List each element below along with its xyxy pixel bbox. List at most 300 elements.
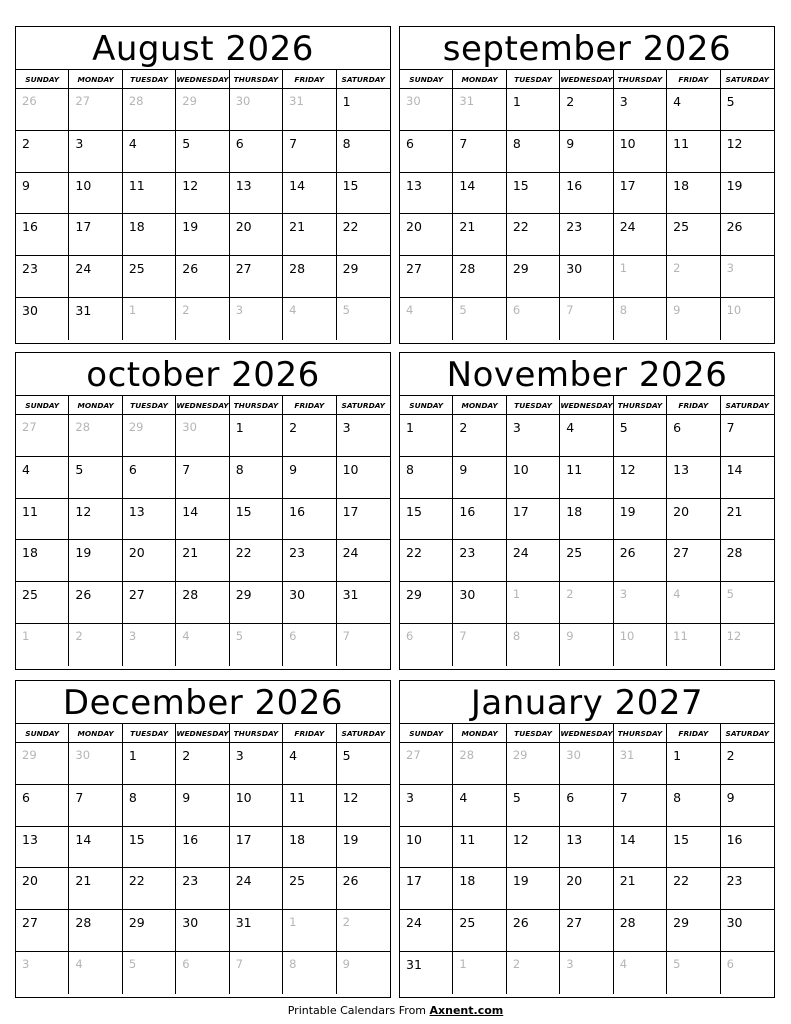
month-calendar-december xyxy=(15,680,391,998)
day-cell: 30 xyxy=(16,298,69,340)
day-cell-adjacent-month: 10 xyxy=(614,624,667,666)
day-cell: 27 xyxy=(230,256,283,298)
day-cell: 14 xyxy=(614,827,667,869)
weekday-label: FRIDAY xyxy=(283,724,336,742)
day-cell-adjacent-month: 5 xyxy=(230,624,283,666)
day-cell: 24 xyxy=(400,910,453,952)
day-grid xyxy=(16,415,390,666)
day-cell-adjacent-month: 5 xyxy=(123,952,176,994)
weekday-label: WEDNESDAY xyxy=(560,396,613,414)
weekday-label: TUESDAY xyxy=(507,396,560,414)
day-cell-adjacent-month: 6 xyxy=(507,298,560,340)
day-cell: 11 xyxy=(453,827,506,869)
day-cell: 16 xyxy=(721,827,774,869)
month-calendar-october xyxy=(15,352,391,670)
day-cell-adjacent-month: 27 xyxy=(69,89,122,131)
day-cell-adjacent-month: 6 xyxy=(400,624,453,666)
day-cell: 29 xyxy=(123,910,176,952)
weekday-label: MONDAY xyxy=(69,70,122,88)
weekday-label: MONDAY xyxy=(453,724,506,742)
day-cell: 20 xyxy=(16,868,69,910)
day-cell: 30 xyxy=(721,910,774,952)
day-grid xyxy=(400,89,774,340)
day-cell: 10 xyxy=(614,131,667,173)
day-cell-adjacent-month: 2 xyxy=(337,910,390,952)
day-cell: 26 xyxy=(69,582,122,624)
day-cell: 27 xyxy=(123,582,176,624)
day-cell: 23 xyxy=(176,868,229,910)
month-title: January 2027 xyxy=(400,681,774,724)
day-cell: 1 xyxy=(123,743,176,785)
day-cell: 5 xyxy=(337,743,390,785)
weekday-label: THURSDAY xyxy=(230,724,283,742)
day-cell: 8 xyxy=(400,457,453,499)
day-cell: 18 xyxy=(667,173,720,215)
day-cell: 9 xyxy=(283,457,336,499)
weekday-header-row xyxy=(16,70,390,89)
day-cell: 4 xyxy=(453,785,506,827)
footer-brand-link[interactable]: Axnent.com xyxy=(429,1004,504,1017)
day-cell-adjacent-month: 1 xyxy=(614,256,667,298)
day-cell-adjacent-month: 29 xyxy=(176,89,229,131)
day-cell: 15 xyxy=(400,499,453,541)
weekday-label: SUNDAY xyxy=(16,396,69,414)
day-cell: 15 xyxy=(337,173,390,215)
day-cell-adjacent-month: 12 xyxy=(726,629,742,644)
day-cell: 12 xyxy=(614,457,667,499)
day-cell: 5 xyxy=(176,131,229,173)
day-cell: 9 xyxy=(560,131,613,173)
weekday-label: FRIDAY xyxy=(283,396,336,414)
day-cell-adjacent-month: 2 xyxy=(69,624,122,666)
weekday-label: FRIDAY xyxy=(667,396,720,414)
day-grid xyxy=(400,743,774,994)
day-cell: 31 xyxy=(230,910,283,952)
day-cell: 26 xyxy=(176,256,229,298)
day-cell: 25 xyxy=(453,910,506,952)
day-cell: 11 xyxy=(16,499,69,541)
day-cell: 13 xyxy=(667,457,720,499)
day-cell: 9 xyxy=(721,785,774,827)
day-cell: 4 xyxy=(283,743,336,785)
day-cell: 28 xyxy=(614,910,667,952)
day-cell: 30 xyxy=(560,256,613,298)
day-cell: 25 xyxy=(560,540,613,582)
day-cell: 17 xyxy=(337,499,390,541)
day-cell-adjacent-month: 1 xyxy=(507,582,560,624)
day-cell: 9 xyxy=(16,173,69,215)
day-cell: 21 xyxy=(721,499,774,541)
weekday-label: THURSDAY xyxy=(614,70,667,88)
day-cell-adjacent-month: 8 xyxy=(507,624,560,666)
day-cell-adjacent-month: 5 xyxy=(342,303,350,318)
day-cell: 6 xyxy=(560,785,613,827)
weekday-label: SUNDAY xyxy=(16,70,69,88)
day-cell: 3 xyxy=(69,131,122,173)
weekday-label: FRIDAY xyxy=(667,70,720,88)
day-cell: 4 xyxy=(16,457,69,499)
day-cell-adjacent-month: 10 xyxy=(726,303,742,318)
day-cell: 21 xyxy=(176,540,229,582)
day-cell-adjacent-month: 6 xyxy=(726,957,734,972)
weekday-label: THURSDAY xyxy=(230,70,283,88)
day-cell-adjacent-month: 28 xyxy=(123,89,176,131)
day-cell: 20 xyxy=(230,214,283,256)
day-cell: 11 xyxy=(667,131,720,173)
weekday-header-row xyxy=(400,396,774,415)
day-cell-adjacent-month: 27 xyxy=(400,743,453,785)
day-cell: 6 xyxy=(667,415,720,457)
day-cell-adjacent-month: 7 xyxy=(560,298,613,340)
day-cell: 19 xyxy=(337,827,390,869)
weekday-label: SATURDAY xyxy=(725,74,769,84)
day-cell-adjacent-month: 7 xyxy=(453,624,506,666)
weekday-label: FRIDAY xyxy=(283,70,336,88)
day-cell: 20 xyxy=(560,868,613,910)
day-cell: 29 xyxy=(337,256,390,298)
day-cell-adjacent-month: 31 xyxy=(283,89,336,131)
day-cell: 16 xyxy=(560,173,613,215)
day-cell: 17 xyxy=(69,214,122,256)
day-cell-adjacent-month: 5 xyxy=(453,298,506,340)
day-cell-adjacent-month: 30 xyxy=(400,89,453,131)
day-cell: 26 xyxy=(614,540,667,582)
day-cell: 6 xyxy=(16,785,69,827)
day-cell: 5 xyxy=(507,785,560,827)
day-cell: 15 xyxy=(667,827,720,869)
day-cell: 3 xyxy=(507,415,560,457)
weekday-label: WEDNESDAY xyxy=(176,70,229,88)
day-cell: 7 xyxy=(176,457,229,499)
day-cell-adjacent-month: 4 xyxy=(176,624,229,666)
day-cell: 14 xyxy=(69,827,122,869)
day-cell: 6 xyxy=(400,131,453,173)
day-cell: 18 xyxy=(16,540,69,582)
weekday-header-row xyxy=(400,70,774,89)
day-cell: 10 xyxy=(230,785,283,827)
day-cell-adjacent-month: 29 xyxy=(123,415,176,457)
weekday-label: SATURDAY xyxy=(341,728,385,738)
day-cell: 8 xyxy=(667,785,720,827)
day-cell: 9 xyxy=(453,457,506,499)
weekday-label: TUESDAY xyxy=(123,70,176,88)
day-cell: 25 xyxy=(16,582,69,624)
weekday-label: THURSDAY xyxy=(614,724,667,742)
weekday-label: WEDNESDAY xyxy=(176,724,229,742)
day-cell: 13 xyxy=(560,827,613,869)
day-cell: 18 xyxy=(453,868,506,910)
day-cell-adjacent-month: 6 xyxy=(283,624,336,666)
day-cell: 3 xyxy=(614,89,667,131)
day-cell: 9 xyxy=(176,785,229,827)
day-cell: 3 xyxy=(337,415,390,457)
day-cell: 12 xyxy=(721,131,774,173)
day-cell: 15 xyxy=(123,827,176,869)
day-cell: 1 xyxy=(400,415,453,457)
day-cell-adjacent-month: 2 xyxy=(560,582,613,624)
day-cell: 10 xyxy=(507,457,560,499)
month-title: september 2026 xyxy=(400,27,774,70)
day-cell-adjacent-month: 2 xyxy=(667,256,720,298)
day-cell-adjacent-month: 8 xyxy=(283,952,336,994)
day-cell: 18 xyxy=(123,214,176,256)
day-cell: 7 xyxy=(721,415,774,457)
day-cell-adjacent-month: 2 xyxy=(507,952,560,994)
day-cell-adjacent-month: 31 xyxy=(614,743,667,785)
month-title: December 2026 xyxy=(16,681,390,724)
weekday-label: SUNDAY xyxy=(16,724,69,742)
weekday-header-row xyxy=(16,396,390,415)
day-grid xyxy=(16,89,390,340)
weekday-label: MONDAY xyxy=(453,396,506,414)
day-cell: 4 xyxy=(560,415,613,457)
day-cell: 10 xyxy=(69,173,122,215)
day-cell: 1 xyxy=(667,743,720,785)
day-cell: 23 xyxy=(560,214,613,256)
weekday-label: WEDNESDAY xyxy=(176,396,229,414)
month-calendar-january xyxy=(399,680,775,998)
day-cell-adjacent-month: 30 xyxy=(230,89,283,131)
day-cell: 25 xyxy=(123,256,176,298)
day-cell-adjacent-month: 27 xyxy=(16,415,69,457)
day-cell: 6 xyxy=(123,457,176,499)
day-cell-adjacent-month: 8 xyxy=(614,298,667,340)
day-cell: 27 xyxy=(560,910,613,952)
day-cell: 21 xyxy=(614,868,667,910)
weekday-label: WEDNESDAY xyxy=(560,724,613,742)
day-cell: 14 xyxy=(721,457,774,499)
day-cell: 17 xyxy=(614,173,667,215)
day-cell: 21 xyxy=(69,868,122,910)
day-cell: 10 xyxy=(400,827,453,869)
day-cell: 8 xyxy=(337,131,390,173)
weekday-label: SUNDAY xyxy=(400,70,453,88)
day-cell-adjacent-month: 4 xyxy=(69,952,122,994)
day-cell: 23 xyxy=(283,540,336,582)
weekday-label: THURSDAY xyxy=(230,396,283,414)
day-cell-adjacent-month: 4 xyxy=(614,952,667,994)
day-cell-adjacent-month: 3 xyxy=(230,298,283,340)
footer-credit xyxy=(0,1004,791,1017)
day-cell-adjacent-month: 3 xyxy=(560,952,613,994)
month-calendar-august xyxy=(15,26,391,344)
day-cell: 22 xyxy=(507,214,560,256)
day-cell: 15 xyxy=(230,499,283,541)
day-cell: 17 xyxy=(230,827,283,869)
day-cell: 13 xyxy=(230,173,283,215)
day-cell: 2 xyxy=(560,89,613,131)
day-cell-adjacent-month: 1 xyxy=(453,952,506,994)
weekday-label: WEDNESDAY xyxy=(560,70,613,88)
day-cell: 7 xyxy=(614,785,667,827)
day-cell: 23 xyxy=(453,540,506,582)
month-title: August 2026 xyxy=(16,27,390,70)
day-cell: 13 xyxy=(400,173,453,215)
day-cell: 5 xyxy=(614,415,667,457)
day-cell-adjacent-month: 9 xyxy=(667,298,720,340)
day-cell: 17 xyxy=(507,499,560,541)
day-cell: 24 xyxy=(337,540,390,582)
day-cell-adjacent-month: 1 xyxy=(283,910,336,952)
day-cell: 20 xyxy=(123,540,176,582)
day-cell: 16 xyxy=(283,499,336,541)
day-cell: 8 xyxy=(230,457,283,499)
day-cell: 4 xyxy=(123,131,176,173)
day-cell: 11 xyxy=(283,785,336,827)
day-cell-adjacent-month: 9 xyxy=(560,624,613,666)
day-cell-adjacent-month: 11 xyxy=(667,624,720,666)
weekday-label: TUESDAY xyxy=(123,396,176,414)
day-cell: 14 xyxy=(176,499,229,541)
day-cell: 22 xyxy=(400,540,453,582)
day-cell-adjacent-month: 5 xyxy=(721,582,774,624)
day-cell-adjacent-month: 26 xyxy=(16,89,69,131)
day-cell-adjacent-month: 1 xyxy=(16,624,69,666)
weekday-label: SATURDAY xyxy=(341,74,385,84)
month-title: November 2026 xyxy=(400,353,774,396)
day-cell-adjacent-month: 3 xyxy=(16,952,69,994)
day-cell: 1 xyxy=(230,415,283,457)
day-cell: 15 xyxy=(507,173,560,215)
day-cell-adjacent-month: 28 xyxy=(69,415,122,457)
day-cell-adjacent-month: 1 xyxy=(123,298,176,340)
day-cell: 11 xyxy=(123,173,176,215)
day-cell: 13 xyxy=(16,827,69,869)
day-cell: 28 xyxy=(283,256,336,298)
day-cell: 16 xyxy=(176,827,229,869)
weekday-label: MONDAY xyxy=(453,70,506,88)
day-cell: 25 xyxy=(667,214,720,256)
day-cell: 24 xyxy=(69,256,122,298)
day-cell: 26 xyxy=(721,214,774,256)
day-cell: 31 xyxy=(337,582,390,624)
day-cell-adjacent-month: 6 xyxy=(176,952,229,994)
day-cell: 3 xyxy=(230,743,283,785)
day-cell-adjacent-month: 3 xyxy=(123,624,176,666)
day-cell: 28 xyxy=(721,540,774,582)
day-cell: 18 xyxy=(283,827,336,869)
day-cell: 27 xyxy=(667,540,720,582)
day-cell: 29 xyxy=(400,582,453,624)
day-cell-adjacent-month: 29 xyxy=(16,743,69,785)
day-cell: 2 xyxy=(453,415,506,457)
day-cell-adjacent-month: 9 xyxy=(342,957,350,972)
day-cell: 1 xyxy=(337,89,390,131)
day-cell-adjacent-month: 3 xyxy=(721,256,774,298)
day-cell: 2 xyxy=(16,131,69,173)
day-cell: 6 xyxy=(230,131,283,173)
day-cell-adjacent-month: 29 xyxy=(507,743,560,785)
day-cell: 22 xyxy=(667,868,720,910)
day-cell-adjacent-month: 4 xyxy=(283,298,336,340)
day-cell-adjacent-month: 30 xyxy=(176,415,229,457)
day-cell: 28 xyxy=(453,256,506,298)
day-cell: 26 xyxy=(337,868,390,910)
day-cell: 10 xyxy=(337,457,390,499)
weekday-label: SATURDAY xyxy=(725,400,769,410)
day-cell: 11 xyxy=(560,457,613,499)
weekday-header-row xyxy=(400,724,774,743)
day-cell: 19 xyxy=(614,499,667,541)
day-cell: 1 xyxy=(507,89,560,131)
day-cell: 29 xyxy=(507,256,560,298)
day-cell: 24 xyxy=(614,214,667,256)
day-cell: 24 xyxy=(507,540,560,582)
day-cell: 16 xyxy=(16,214,69,256)
day-cell-adjacent-month: 7 xyxy=(342,629,350,644)
day-cell: 22 xyxy=(230,540,283,582)
day-grid xyxy=(16,743,390,994)
day-cell: 2 xyxy=(176,743,229,785)
weekday-label: TUESDAY xyxy=(507,724,560,742)
weekday-label: TUESDAY xyxy=(123,724,176,742)
day-cell: 12 xyxy=(337,785,390,827)
day-cell: 31 xyxy=(69,298,122,340)
weekday-label: THURSDAY xyxy=(614,396,667,414)
month-calendar-november xyxy=(399,352,775,670)
day-cell: 24 xyxy=(230,868,283,910)
day-cell: 22 xyxy=(337,214,390,256)
day-cell: 3 xyxy=(400,785,453,827)
day-cell-adjacent-month: 4 xyxy=(400,298,453,340)
day-cell: 18 xyxy=(560,499,613,541)
day-cell-adjacent-month: 30 xyxy=(560,743,613,785)
day-cell: 13 xyxy=(123,499,176,541)
day-cell-adjacent-month: 3 xyxy=(614,582,667,624)
day-cell: 4 xyxy=(667,89,720,131)
day-cell: 19 xyxy=(507,868,560,910)
day-cell: 14 xyxy=(283,173,336,215)
day-cell: 30 xyxy=(176,910,229,952)
weekday-label: SUNDAY xyxy=(400,724,453,742)
day-cell: 19 xyxy=(176,214,229,256)
day-cell-adjacent-month: 2 xyxy=(176,298,229,340)
day-cell: 8 xyxy=(123,785,176,827)
day-cell-adjacent-month: 5 xyxy=(667,952,720,994)
day-cell: 29 xyxy=(667,910,720,952)
day-cell: 19 xyxy=(721,173,774,215)
day-cell: 26 xyxy=(507,910,560,952)
day-cell: 27 xyxy=(400,256,453,298)
day-cell: 5 xyxy=(69,457,122,499)
day-cell: 31 xyxy=(400,952,453,994)
day-cell: 21 xyxy=(283,214,336,256)
day-cell: 23 xyxy=(16,256,69,298)
day-cell: 19 xyxy=(69,540,122,582)
day-cell: 22 xyxy=(123,868,176,910)
day-grid xyxy=(400,415,774,666)
day-cell: 14 xyxy=(453,173,506,215)
day-cell: 23 xyxy=(721,868,774,910)
day-cell-adjacent-month: 4 xyxy=(667,582,720,624)
weekday-header-row xyxy=(16,724,390,743)
day-cell: 30 xyxy=(453,582,506,624)
day-cell: 12 xyxy=(69,499,122,541)
day-cell: 27 xyxy=(16,910,69,952)
weekday-label: MONDAY xyxy=(69,724,122,742)
day-cell-adjacent-month: 30 xyxy=(69,743,122,785)
weekday-label: MONDAY xyxy=(69,396,122,414)
day-cell: 20 xyxy=(400,214,453,256)
weekday-label: SATURDAY xyxy=(341,400,385,410)
day-cell: 12 xyxy=(176,173,229,215)
month-title: october 2026 xyxy=(16,353,390,396)
day-cell-adjacent-month: 28 xyxy=(453,743,506,785)
day-cell: 20 xyxy=(667,499,720,541)
day-cell: 28 xyxy=(69,910,122,952)
day-cell: 25 xyxy=(283,868,336,910)
weekday-label: SUNDAY xyxy=(400,396,453,414)
